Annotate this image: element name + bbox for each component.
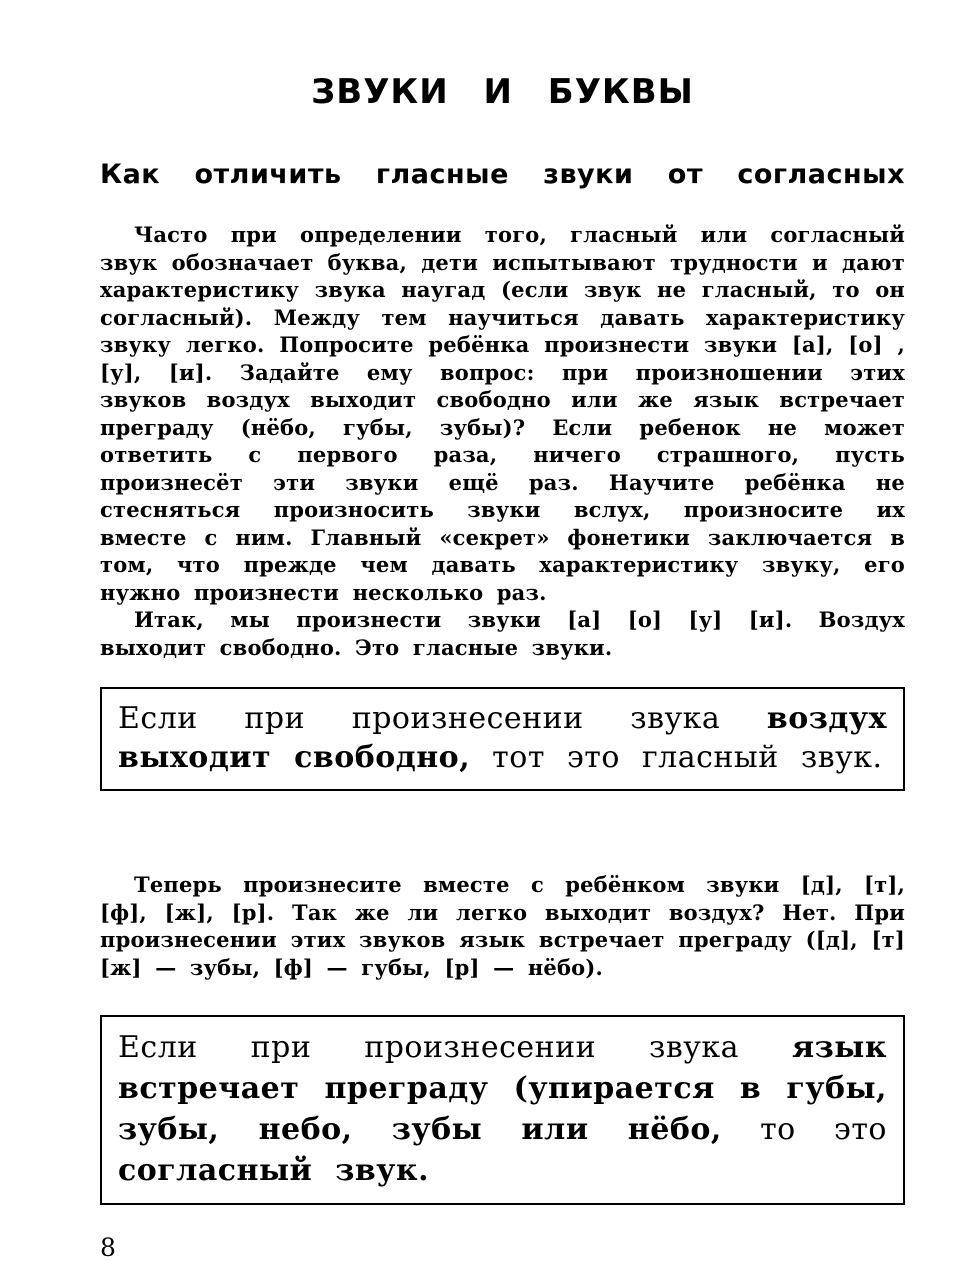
paragraph-intro: Часто при определении того, гласный или согласный звук обозначает буква, дети испытывают трудности и дают характеристику звука наугад (если звук не гласный, то он согласный). Между тем научиться давать характеристику звуку легко. Попросите ребёнка произнести звуки [а], [о] ,[у], [и]. Задайте ему вопрос: при произношении этих звуков воздух выходит свободно или же язык встречает преграду (нёбо, губы, зубы)? Если ребенок не может ответить с первого раза, ничего страшного, пусть произнесёт эти звуки ещё раз. Научите ребёнка не стесняться произносить звуки вслух, произносите их вместе с ним. Главный «секрет» фонетики заключается в том, что прежде чем давать характеристику звуку, его нужно произнести несколько раз. bbox=[100, 222, 905, 605]
rule-segment-bold: язык встречает преграду (упирается в губы, зубы, небо, зубы или нёбо, bbox=[118, 1030, 887, 1147]
rule-segment: то это bbox=[721, 1112, 887, 1147]
paragraph-vowel-summary: Итак, мы произнести звуки [а] [о] [у] [и]. Воздух выходит свободно. Это гласные звуки. bbox=[100, 607, 905, 660]
rule-segment: тот это гласный звук. bbox=[470, 740, 883, 775]
rule-segment: Если при произнесении звука bbox=[118, 1030, 792, 1065]
rule-box-vowels bbox=[100, 687, 905, 791]
section-heading: Как отличить гласные звуки от согласных bbox=[100, 159, 905, 190]
rule-segment: Если при произнесении звука bbox=[118, 701, 767, 736]
page-title: ЗВУКИ И БУКВЫ bbox=[311, 72, 694, 112]
rule-segment-bold: воздух выходит свободно, bbox=[118, 701, 887, 775]
rule-segment-bold: согласный звук. bbox=[118, 1153, 430, 1188]
page-number: 8 bbox=[100, 1233, 116, 1262]
paragraph-consonant-intro: Теперь произнесите вместе с ребёнком звуки [д], [т], [ф], [ж], [р]. Так же ли легко выходит воздух? Нет. При произнесении этих звуков язык встречает преграду ([д], [т] [ж] — зубы, [ф] — губы, [р] — нёбо). bbox=[100, 872, 905, 980]
rule-text-vowels bbox=[118, 699, 887, 777]
rule-text-consonants bbox=[118, 1027, 887, 1191]
rule-box-consonants bbox=[100, 1015, 905, 1205]
